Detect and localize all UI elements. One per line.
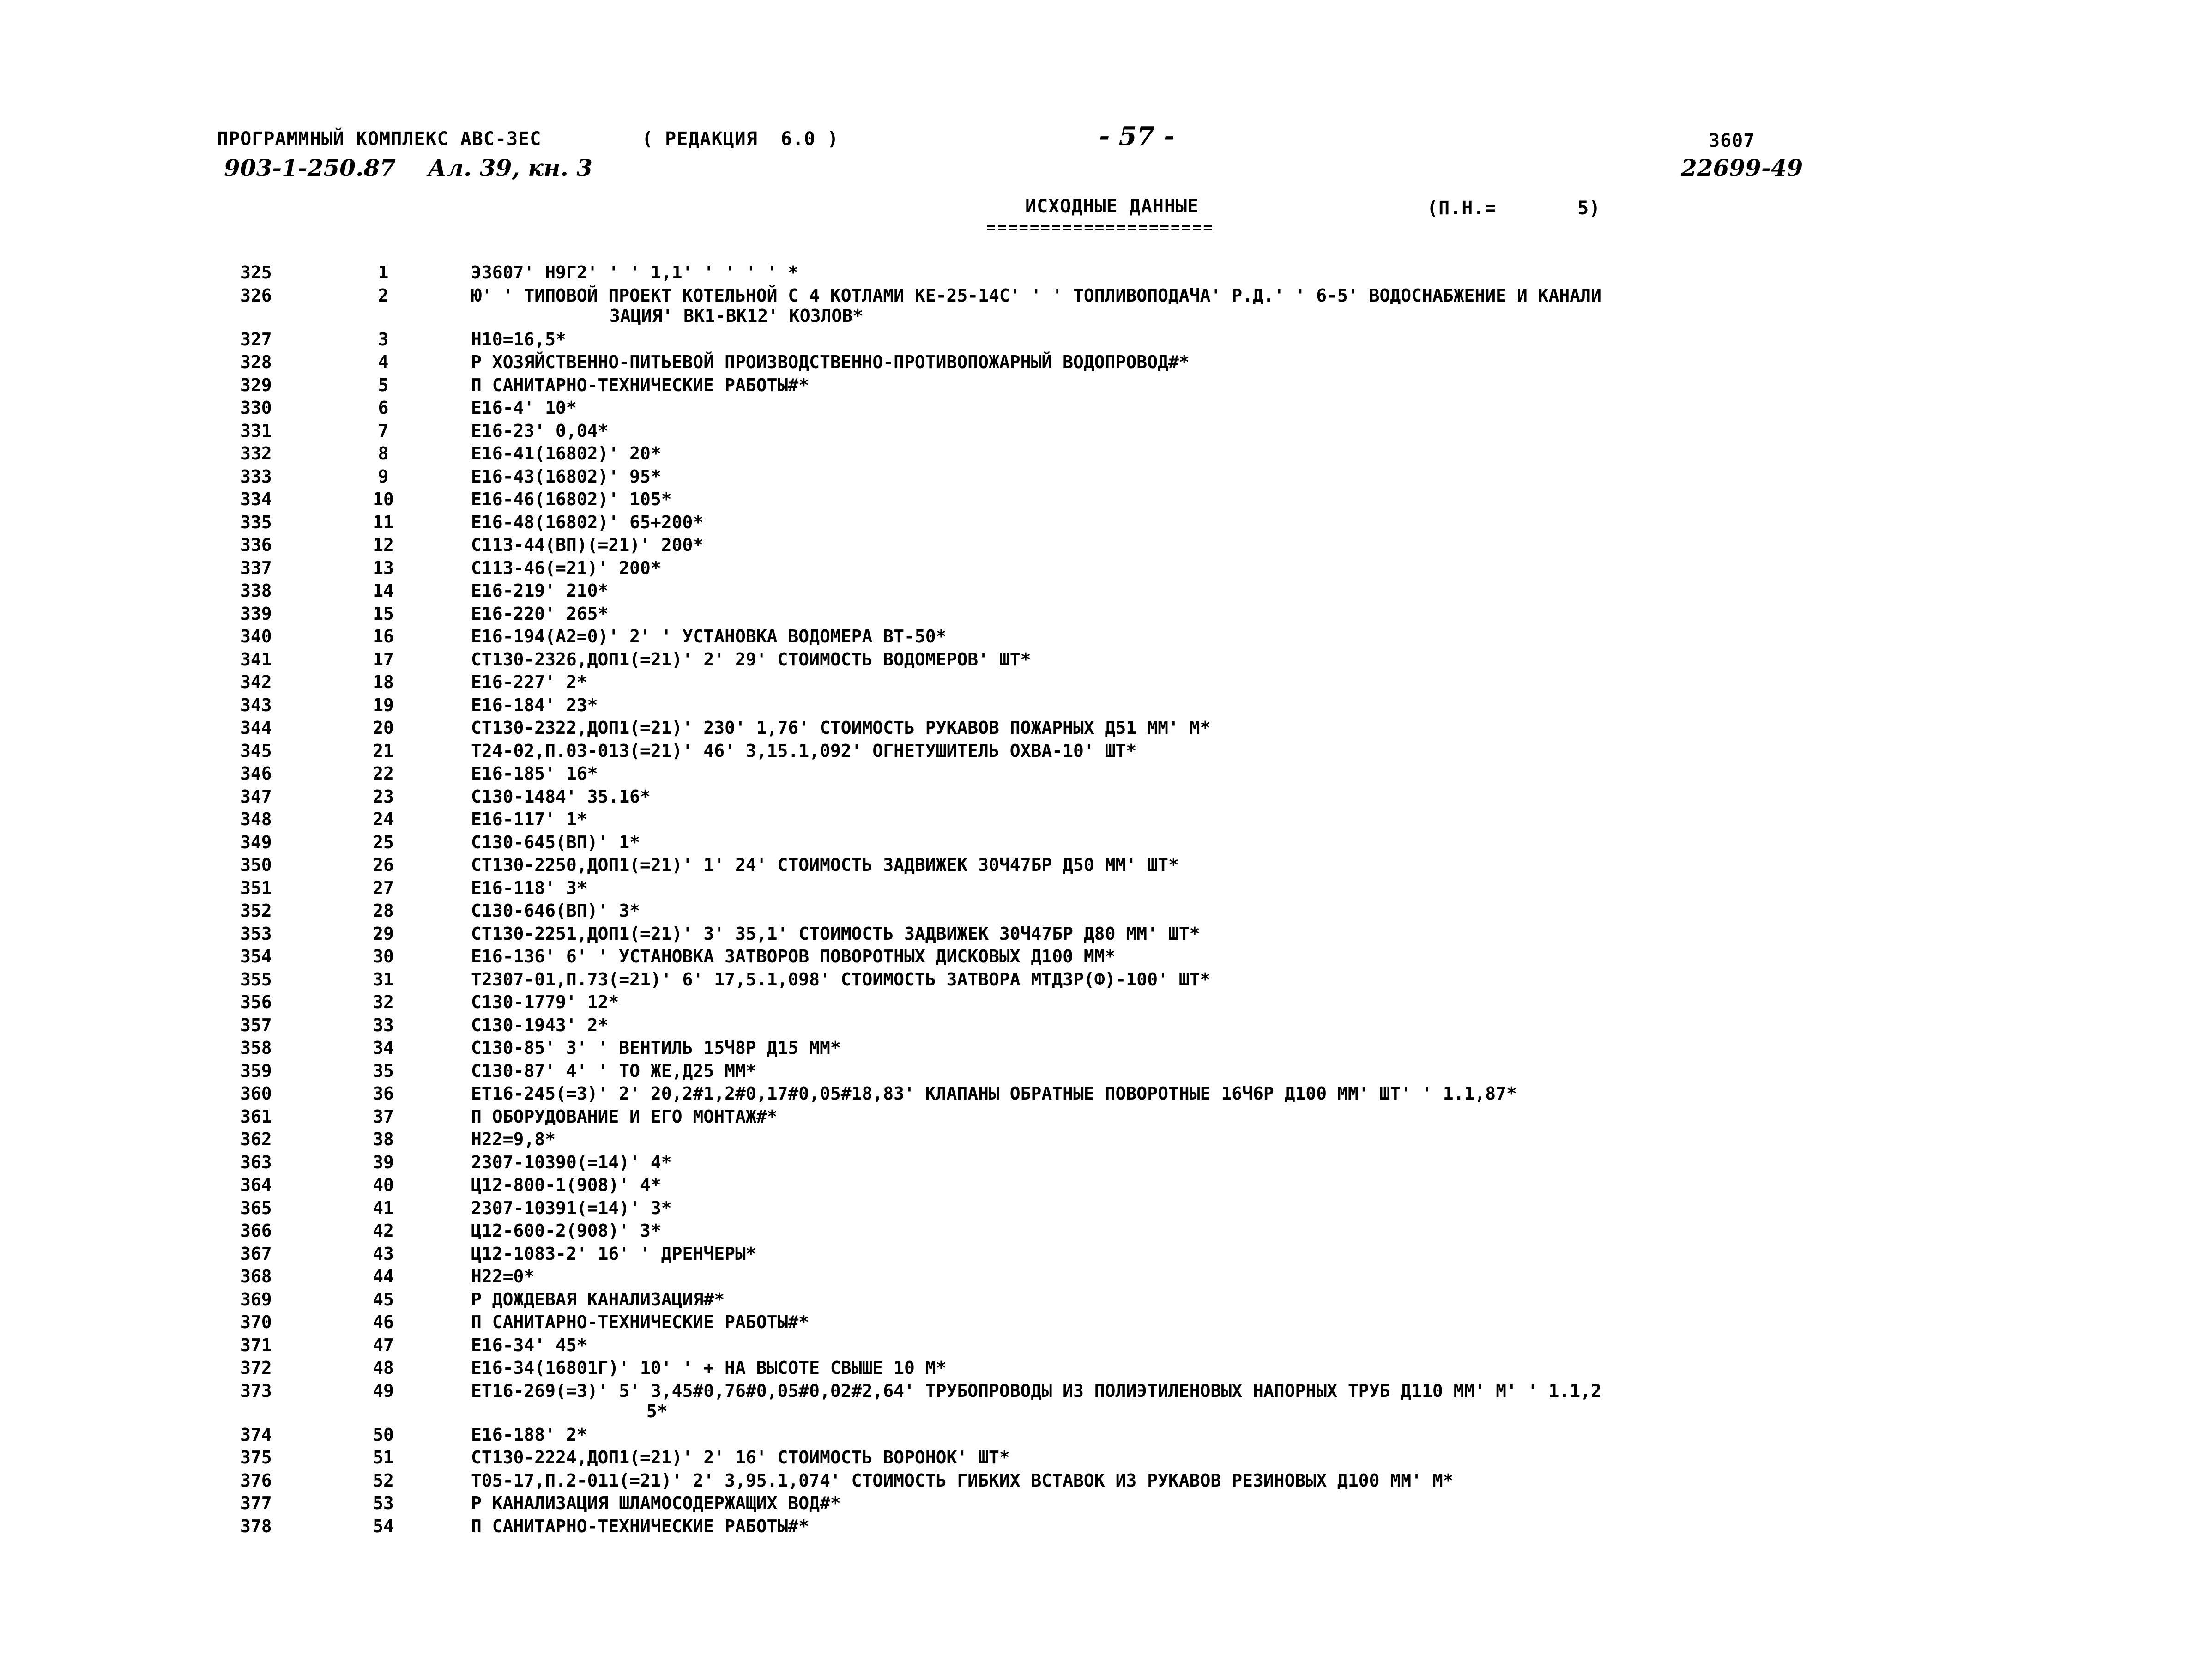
record-index: 8	[378, 443, 389, 464]
line-number: 376	[240, 1470, 272, 1491]
record-index: 30	[373, 946, 394, 967]
line-number: 344	[240, 718, 272, 738]
record-text	[471, 535, 2032, 555]
listing-row	[0, 329, 2199, 352]
line-number: 345	[240, 740, 272, 761]
record-text-main: Н10=16,5*	[471, 329, 566, 350]
listing-row	[0, 1152, 2199, 1175]
record-text	[471, 558, 2032, 578]
record-text-main: Т05-17,П.2-011(=21)' 2' 3,95.1,074' СТОИМОСТЬ ГИБКИХ ВСТАВОК ИЗ РУКАВОВ РЕЗИНОВЫХ Д100 ММ' М*	[471, 1470, 1454, 1491]
record-text	[471, 1038, 2032, 1058]
record-index: 31	[373, 969, 394, 990]
record-index: 28	[373, 900, 394, 921]
record-text-main: Е16-34(16801Г)' 10' ' + НА ВЫСОТЕ СВЫШЕ 10 М*	[471, 1358, 947, 1378]
record-text	[471, 1152, 2032, 1172]
line-number: 364	[240, 1175, 272, 1195]
listing-row	[0, 1470, 2199, 1493]
listing-row	[0, 1266, 2199, 1289]
listing-row	[0, 1335, 2199, 1358]
record-text	[471, 992, 2032, 1012]
line-number: 348	[240, 809, 272, 829]
record-text-main: Р КАНАЛИЗАЦИЯ ШЛАМОСОДЕРЖАЩИХ ВОД#*	[471, 1493, 841, 1513]
record-text	[471, 900, 2032, 921]
listing-row	[0, 1129, 2199, 1152]
listing-row	[0, 1015, 2199, 1038]
record-text	[471, 1129, 2032, 1149]
record-text	[471, 1061, 2032, 1081]
record-text-main: Е16-185' 16*	[471, 763, 598, 784]
record-index: 32	[373, 992, 394, 1012]
line-number: 337	[240, 557, 272, 578]
record-index: 35	[373, 1060, 394, 1081]
record-index: 40	[373, 1175, 394, 1195]
listing-row	[0, 649, 2199, 672]
line-number: 353	[240, 923, 272, 944]
line-number: 341	[240, 649, 272, 670]
listing-row	[0, 809, 2199, 832]
listing-row	[0, 878, 2199, 901]
line-number: 354	[240, 946, 272, 967]
listing-row	[0, 604, 2199, 627]
line-number: 349	[240, 832, 272, 852]
record-text-main: Е16-136' 6' ' УСТАНОВКА ЗАТВОРОВ ПОВОРОТНЫХ ДИСКОВЫХ Д100 ММ*	[471, 946, 1116, 967]
record-text-main: Е16-194(А2=0)' 2' ' УСТАНОВКА ВОДОМЕРА ВТ-50*	[471, 626, 947, 647]
record-text	[471, 489, 2032, 509]
record-text	[471, 262, 2032, 283]
record-text	[471, 649, 2032, 670]
record-text-main: Э3607' Н9Г2' ' ' 1,1' ' ' ' ' *	[471, 262, 799, 283]
record-text	[471, 809, 2032, 829]
record-index: 17	[373, 649, 394, 670]
record-text	[471, 1447, 2032, 1468]
record-text	[471, 1198, 2032, 1218]
record-index: 10	[373, 489, 394, 509]
listing-row	[0, 1106, 2199, 1130]
record-text-main: С130-645(ВП)' 1*	[471, 832, 640, 852]
record-text	[471, 375, 2032, 395]
listing-row	[0, 443, 2199, 466]
record-index: 18	[373, 672, 394, 692]
record-index: 45	[373, 1289, 394, 1310]
listing-row	[0, 1358, 2199, 1381]
line-number: 361	[240, 1106, 272, 1127]
record-text-main: Р ДОЖДЕВАЯ КАНАЛИЗАЦИЯ#*	[471, 1289, 725, 1310]
record-index: 20	[373, 718, 394, 738]
listing-row	[0, 1083, 2199, 1106]
record-index: 52	[373, 1470, 394, 1491]
listing-row	[0, 900, 2199, 924]
listing-row	[0, 580, 2199, 604]
listing-row	[0, 466, 2199, 489]
line-number: 378	[240, 1516, 272, 1536]
line-number: 369	[240, 1289, 272, 1310]
record-text	[471, 1516, 2032, 1536]
record-index: 13	[373, 557, 394, 578]
record-text-main: С130-1484' 35.16*	[471, 786, 651, 807]
program-name: ПРОГРАММНЫЙ КОМПЛЕКС АВС-ЗЕС	[217, 128, 542, 150]
listing-row	[0, 763, 2199, 786]
record-text	[471, 1381, 2032, 1421]
line-number: 335	[240, 512, 272, 532]
line-number: 359	[240, 1060, 272, 1081]
record-text	[471, 1175, 2032, 1195]
record-text	[471, 924, 2032, 944]
record-text	[471, 763, 2032, 784]
listing-row	[0, 558, 2199, 581]
record-text-main: Е16-34' 45*	[471, 1335, 587, 1355]
record-index: 19	[373, 695, 394, 715]
listing-row	[0, 695, 2199, 718]
record-index: 21	[373, 740, 394, 761]
record-text-main: С130-646(ВП)' 3*	[471, 900, 640, 921]
record-text-main: ЕТ16-269(=3)' 5' 3,45#0,76#0,05#0,02#2,64' ТРУБОПРОВОДЫ ИЗ ПОЛИЭТИЛЕНОВЫХ НАПОРНЫХ ТРУБ Д110 ММ' М' ' 1.1,2	[471, 1380, 1601, 1401]
record-text-main: С113-46(=21)' 200*	[471, 557, 661, 578]
record-text-main: Е16-220' 265*	[471, 603, 609, 624]
listing-row	[0, 1447, 2199, 1470]
record-index: 1	[378, 262, 389, 283]
record-text	[471, 1266, 2032, 1287]
line-number: 360	[240, 1083, 272, 1104]
record-text-continuation: ЗАЦИЯ' ВК1-ВК12' КОЗЛОВ*	[610, 305, 864, 326]
line-number: 329	[240, 375, 272, 395]
record-text-continuation: 5*	[646, 1401, 668, 1421]
record-text	[471, 398, 2032, 418]
line-number: 331	[240, 420, 272, 441]
line-number: 332	[240, 443, 272, 464]
record-text	[471, 1425, 2032, 1445]
record-text-main: Е16-219' 210*	[471, 580, 609, 601]
record-text	[471, 1470, 2032, 1491]
record-index: 12	[373, 535, 394, 555]
record-text	[471, 1015, 2032, 1035]
record-text-main: СТ130-2326,ДОП1(=21)' 2' 29' СТОИМОСТЬ ВОДОМЕРОВ' ШТ*	[471, 649, 1031, 670]
line-number: 338	[240, 580, 272, 601]
listing-row	[0, 421, 2199, 444]
record-index: 25	[373, 832, 394, 852]
line-number: 327	[240, 329, 272, 350]
listing-row	[0, 285, 2199, 329]
record-text-main: П САНИТАРНО-ТЕХНИЧЕСКИЕ РАБОТЫ#*	[471, 1312, 810, 1332]
record-index: 7	[378, 420, 389, 441]
line-number: 336	[240, 535, 272, 555]
line-number: 372	[240, 1358, 272, 1378]
record-text-main: Т24-02,П.03-013(=21)' 46' 3,15.1,092' ОГНЕТУШИТЕЛЬ ОХВА-10' ШТ*	[471, 740, 1137, 761]
listing-row	[0, 992, 2199, 1015]
record-text	[471, 1358, 2032, 1378]
record-text-main: Е16-48(16802)' 65+200*	[471, 512, 704, 532]
line-number: 351	[240, 877, 272, 898]
record-index: 46	[373, 1312, 394, 1332]
line-number: 339	[240, 603, 272, 624]
record-index: 16	[373, 626, 394, 647]
title-underline: =====================	[986, 218, 1214, 237]
record-text	[471, 512, 2032, 532]
record-index: 15	[373, 603, 394, 624]
listing-row	[0, 672, 2199, 695]
record-index: 41	[373, 1197, 394, 1218]
record-text	[471, 329, 2032, 350]
record-text-main: Ц12-1083-2' 16' ' ДРЕНЧЕРЫ*	[471, 1243, 756, 1264]
record-text-main: Т2307-01,П.73(=21)' 6' 17,5.1,098' СТОИМОСТЬ ЗАТВОРА МТДЗР(Ф)-100' ШТ*	[471, 969, 1211, 990]
line-number: 343	[240, 695, 272, 715]
record-text-main: П САНИТАРНО-ТЕХНИЧЕСКИЕ РАБОТЫ#*	[471, 1516, 810, 1536]
edition-label: ( РЕДАКЦИЯ 6.0 )	[642, 128, 839, 150]
listing-row	[0, 855, 2199, 878]
record-index: 47	[373, 1335, 394, 1355]
record-text	[471, 1244, 2032, 1264]
record-text	[471, 466, 2032, 487]
record-index: 39	[373, 1152, 394, 1172]
line-number: 366	[240, 1221, 272, 1241]
line-number: 355	[240, 969, 272, 990]
listing-row	[0, 969, 2199, 992]
record-text-main: Ю' ' ТИПОВОЙ ПРОЕКТ КОТЕЛЬНОЙ С 4 КОТЛАМИ КЕ-25-14С' ' ' ТОПЛИВОПОДАЧА' Р.Д.' ' 6-5' ВОДОСНАБЖЕНИЕ И КАНАЛИ	[471, 285, 1601, 306]
listing-row	[0, 1289, 2199, 1312]
record-text-main: СТ130-2250,ДОП1(=21)' 1' 24' СТОИМОСТЬ ЗАДВИЖЕК 30Ч47БР Д50 ММ' ШТ*	[471, 855, 1179, 875]
record-text	[471, 878, 2032, 898]
record-index: 38	[373, 1129, 394, 1149]
listing-row	[0, 1221, 2199, 1244]
record-text-main: П ОБОРУДОВАНИЕ И ЕГО МОНТАЖ#*	[471, 1106, 778, 1127]
record-text-main: Е16-188' 2*	[471, 1424, 587, 1445]
record-text-main: Е16-184' 23*	[471, 695, 598, 715]
record-text	[471, 786, 2032, 807]
line-number: 347	[240, 786, 272, 807]
record-text	[471, 1493, 2032, 1513]
record-text-main: Е16-227' 2*	[471, 672, 587, 692]
listing-row	[0, 352, 2199, 375]
line-number: 371	[240, 1335, 272, 1355]
record-text	[471, 580, 2032, 601]
record-index: 2	[378, 285, 389, 306]
record-text-main: С113-44(ВП)(=21)' 200*	[471, 535, 704, 555]
record-text-main: Н22=0*	[471, 1266, 535, 1287]
listing-row	[0, 262, 2199, 285]
record-index: 4	[378, 352, 389, 372]
record-text	[471, 855, 2032, 875]
line-number: 370	[240, 1312, 272, 1332]
record-index: 3	[378, 329, 389, 350]
record-text	[471, 1312, 2032, 1332]
record-text-main: Р ХОЗЯЙСТВЕННО-ПИТЬЕВОЙ ПРОИЗВОДСТВЕННО-ПРОТИВОПОЖАРНЫЙ ВОДОПРОВОД#*	[471, 352, 1190, 372]
record-text-main: С130-1943' 2*	[471, 1015, 609, 1035]
record-text	[471, 741, 2032, 761]
line-number: 352	[240, 900, 272, 921]
record-index: 9	[378, 466, 389, 487]
record-text-main: С130-1779' 12*	[471, 992, 619, 1012]
listing-row	[0, 535, 2199, 558]
record-text-main: С130-85' 3' ' ВЕНТИЛЬ 15Ч8Р Д15 ММ*	[471, 1038, 841, 1058]
record-index: 51	[373, 1447, 394, 1468]
line-number: 356	[240, 992, 272, 1012]
line-number: 377	[240, 1493, 272, 1513]
line-number: 342	[240, 672, 272, 692]
record-text	[471, 285, 2032, 326]
record-text-main: 2307-10390(=14)' 4*	[471, 1152, 672, 1172]
line-number: 375	[240, 1447, 272, 1468]
record-text-main: СТ130-2251,ДОП1(=21)' 3' 35,1' СТОИМОСТЬ ЗАДВИЖЕК 30Ч47БР Д80 ММ' ШТ*	[471, 923, 1200, 944]
record-text-main: Н22=9,8*	[471, 1129, 556, 1149]
record-index: 26	[373, 855, 394, 875]
record-text-main: Е16-118' 3*	[471, 877, 587, 898]
listing-row	[0, 512, 2199, 535]
record-index: 22	[373, 763, 394, 784]
record-text-main: Е16-41(16802)' 20*	[471, 443, 661, 464]
record-index: 29	[373, 923, 394, 944]
line-number: 365	[240, 1197, 272, 1218]
line-number: 350	[240, 855, 272, 875]
handwritten-reference: 903-1-250.87 Ал. 39, кн. 3	[224, 154, 593, 181]
record-index: 14	[373, 580, 394, 601]
record-index: 54	[373, 1516, 394, 1536]
record-text-main: Е16-117' 1*	[471, 809, 587, 829]
record-text	[471, 443, 2032, 464]
record-index: 42	[373, 1221, 394, 1241]
line-number: 357	[240, 1015, 272, 1035]
record-text-main: С130-87' 4' ' ТО ЖЕ,Д25 ММ*	[471, 1060, 756, 1081]
record-text	[471, 969, 2032, 990]
document-number: 3607	[1709, 130, 1755, 151]
line-number: 340	[240, 626, 272, 647]
record-text	[471, 946, 2032, 967]
record-text-main: Е16-23' 0,04*	[471, 420, 609, 441]
line-number: 328	[240, 352, 272, 372]
line-number: 330	[240, 398, 272, 418]
line-number: 333	[240, 466, 272, 487]
record-text-main: Ц12-600-2(908)' 3*	[471, 1221, 661, 1241]
listing-row	[0, 1312, 2199, 1335]
record-text-main: П САНИТАРНО-ТЕХНИЧЕСКИЕ РАБОТЫ#*	[471, 375, 810, 395]
record-text-main: 2307-10391(=14)' 3*	[471, 1197, 672, 1218]
listing-row	[0, 1244, 2199, 1267]
record-index: 53	[373, 1493, 394, 1513]
line-number: 363	[240, 1152, 272, 1172]
line-number: 358	[240, 1038, 272, 1058]
listing-row	[0, 1381, 2199, 1425]
line-number: 367	[240, 1243, 272, 1264]
listing-row	[0, 1425, 2199, 1448]
record-text	[471, 604, 2032, 624]
record-text	[471, 1221, 2032, 1241]
record-text	[471, 1289, 2032, 1310]
listing-row	[0, 489, 2199, 512]
listing-row	[0, 626, 2199, 649]
record-index: 44	[373, 1266, 394, 1287]
section-title: ИСХОДНЫЕ ДАННЫЕ	[1025, 196, 1199, 217]
record-text	[471, 1335, 2032, 1355]
record-text-main: Ц12-800-1(908)' 4*	[471, 1175, 661, 1195]
line-number: 334	[240, 489, 272, 509]
listing-rows	[0, 262, 2199, 1539]
record-index: 33	[373, 1015, 394, 1035]
record-index: 37	[373, 1106, 394, 1127]
record-text-main: Е16-46(16802)' 105*	[471, 489, 672, 509]
record-index: 36	[373, 1083, 394, 1104]
record-text	[471, 695, 2032, 715]
record-text	[471, 352, 2032, 372]
record-text	[471, 1106, 2032, 1127]
listing-row	[0, 398, 2199, 421]
record-text	[471, 672, 2032, 692]
listing-row	[0, 786, 2199, 810]
listing-row	[0, 1175, 2199, 1198]
listing-row	[0, 832, 2199, 855]
line-number: 362	[240, 1129, 272, 1149]
record-index: 6	[378, 398, 389, 418]
listing-row	[0, 1198, 2199, 1221]
record-index: 5	[378, 375, 389, 395]
record-index: 49	[373, 1380, 394, 1401]
listing-row	[0, 741, 2199, 764]
line-number: 374	[240, 1424, 272, 1445]
record-text	[471, 1083, 2032, 1104]
record-index: 43	[373, 1243, 394, 1264]
record-index: 48	[373, 1358, 394, 1378]
record-text	[471, 421, 2032, 441]
handwritten-code: 22699-49	[1681, 154, 1803, 181]
pn-label: (П.Н.= 5)	[1427, 198, 1601, 219]
record-index: 23	[373, 786, 394, 807]
listing-row	[0, 946, 2199, 969]
record-text	[471, 832, 2032, 852]
record-text-main: СТ130-2322,ДОП1(=21)' 230' 1,76' СТОИМОСТЬ РУКАВОВ ПОЖАРНЫХ Д51 ММ' М*	[471, 718, 1211, 738]
record-index: 11	[373, 512, 394, 532]
record-index: 27	[373, 877, 394, 898]
record-text-main: СТ130-2224,ДОП1(=21)' 2' 16' СТОИМОСТЬ ВОРОНОК' ШТ*	[471, 1447, 1010, 1468]
line-number: 368	[240, 1266, 272, 1287]
listing-row	[0, 924, 2199, 947]
listing-row	[0, 1038, 2199, 1061]
record-index: 24	[373, 809, 394, 829]
record-text-main: Е16-43(16802)' 95*	[471, 466, 661, 487]
listing-row	[0, 375, 2199, 398]
record-index: 34	[373, 1038, 394, 1058]
page-number: - 57 -	[1099, 121, 1175, 151]
listing-row	[0, 1493, 2199, 1516]
record-text	[471, 718, 2032, 738]
listing-row	[0, 718, 2199, 741]
record-index: 50	[373, 1424, 394, 1445]
line-number: 373	[240, 1380, 272, 1401]
listing-row	[0, 1061, 2199, 1084]
line-number: 326	[240, 285, 272, 306]
line-number: 346	[240, 763, 272, 784]
record-text-main: Е16-4' 10*	[471, 398, 577, 418]
record-text	[471, 626, 2032, 647]
line-number: 325	[240, 262, 272, 283]
listing-row	[0, 1516, 2199, 1539]
record-text-main: ЕТ16-245(=3)' 2' 20,2#1,2#0,17#0,05#18,83' КЛАПАНЫ ОБРАТНЫЕ ПОВОРОТНЫЕ 16Ч6Р Д100 ММ' ШТ' ' 1.1,87*	[471, 1083, 1517, 1104]
